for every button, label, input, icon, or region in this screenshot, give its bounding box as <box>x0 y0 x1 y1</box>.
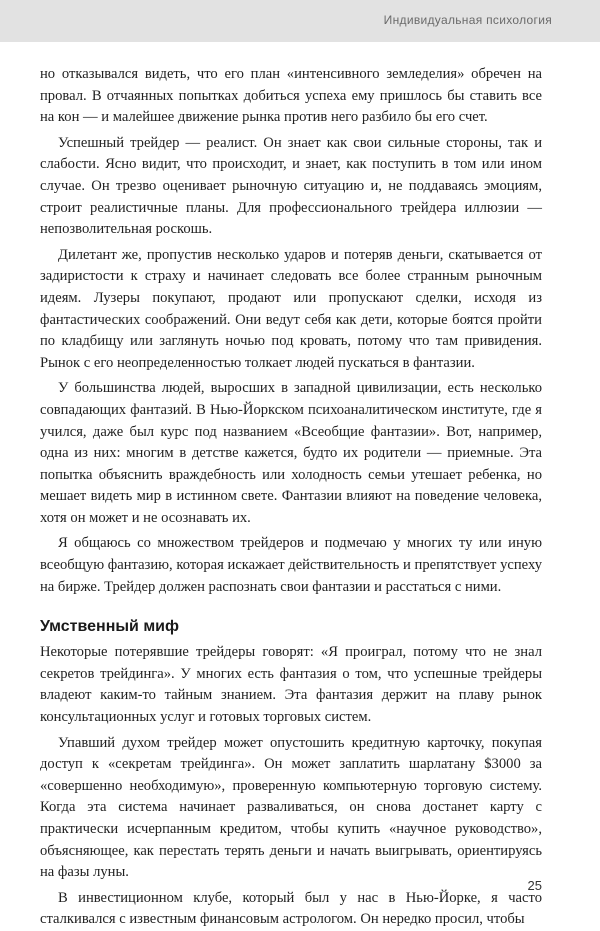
paragraph: Упавший духом трейдер может опустошить кредитную карточку, покупая доступ к «секретам трейдинга». Он может заплатить шарлатану $3000 за «совершенно необходимую», проверенную компьютерную торговую систему. Когда эта система начинает разваливаться, он снова достанет карту с практически исчерпанным кредитом, чтобы купить «научное руководство», объясняющее, как перестать терять деньги и начать выигрывать, ориентируясь на фазы луны. <box>40 734 542 881</box>
running-header <box>0 0 600 42</box>
running-title: Индивидуальная психология <box>383 13 552 27</box>
page-body <box>40 64 542 931</box>
paragraph: но отказывался видеть, что его план «интенсивного земледелия» обречен на провал. В отчаянных попытках добиться успеха ему пришлось бы ставить все на кон — и малейшее движение рынка против него разбило бы его счет. <box>40 66 542 126</box>
paragraph: Дилетант же, пропустив несколько ударов и потеряв деньги, скатывается от задиристости к страху и начинает следовать все более странным рыночным идеям. Лузеры покупают, продают или пропускают сделки, исходя из фантастических соображений. Они ведут себя как дети, которые боятся пройти по кладбищу или заглянуть ночью под кровать, потому что там привидения. Рынок с его неопределенностью толкает людей пускаться в фантазии. <box>40 246 542 371</box>
paragraph: Некоторые потерявшие трейдеры говорят: «Я проиграл, потому что не знал секретов трейдинга». У многих есть фантазия о том, что успешные трейдеры владеют каким-то тайным знанием. Эта фантазия держит на плаву рынок консультационных услуг и готовых торговых систем. <box>40 644 542 726</box>
section-heading: Умственный миф <box>40 618 179 636</box>
paragraph: Успешный трейдер — реалист. Он знает как свои сильные стороны, так и слабости. Ясно видит, что происходит, и знает, как поступить в том или ином случае. Он трезво оценивает рыночную ситуацию и, не поддаваясь эмоциям, строит реалистичные планы. Для профессионального трейдера иллюзии — непозволительная роскошь. <box>40 134 542 238</box>
paragraph: Я общаюсь со множеством трейдеров и подмечаю у многих ту или иную всеобщую фантазию, которая искажает действительность и препятствует успеху на бирже. Трейдер должен распознать свои фантазии и расстаться с ними. <box>40 535 542 595</box>
paragraph: У большинства людей, выросших в западной цивилизации, есть несколько совпадающих фантазий. В Нью-Йоркском психоаналитическом институте, где я учился, даже был курс под названием «Всеобщие фантазии». Вот, например, одна из них: многим в детстве кажется, будто их родители — приемные. Эта попытка объяснить враждебность или холодность семьи утешает ребенка, но мешает видеть мир в истинном свете. Фантазии влияют на поведение человека, хотя он может и не осознавать их. <box>40 380 542 526</box>
paragraph: В инвестиционном клубе, который был у нас в Нью-Йорке, я часто сталкивался с известным финансовым астрологом. Он нередко просил, чтобы <box>40 889 542 928</box>
page-number: 25 <box>527 878 542 893</box>
